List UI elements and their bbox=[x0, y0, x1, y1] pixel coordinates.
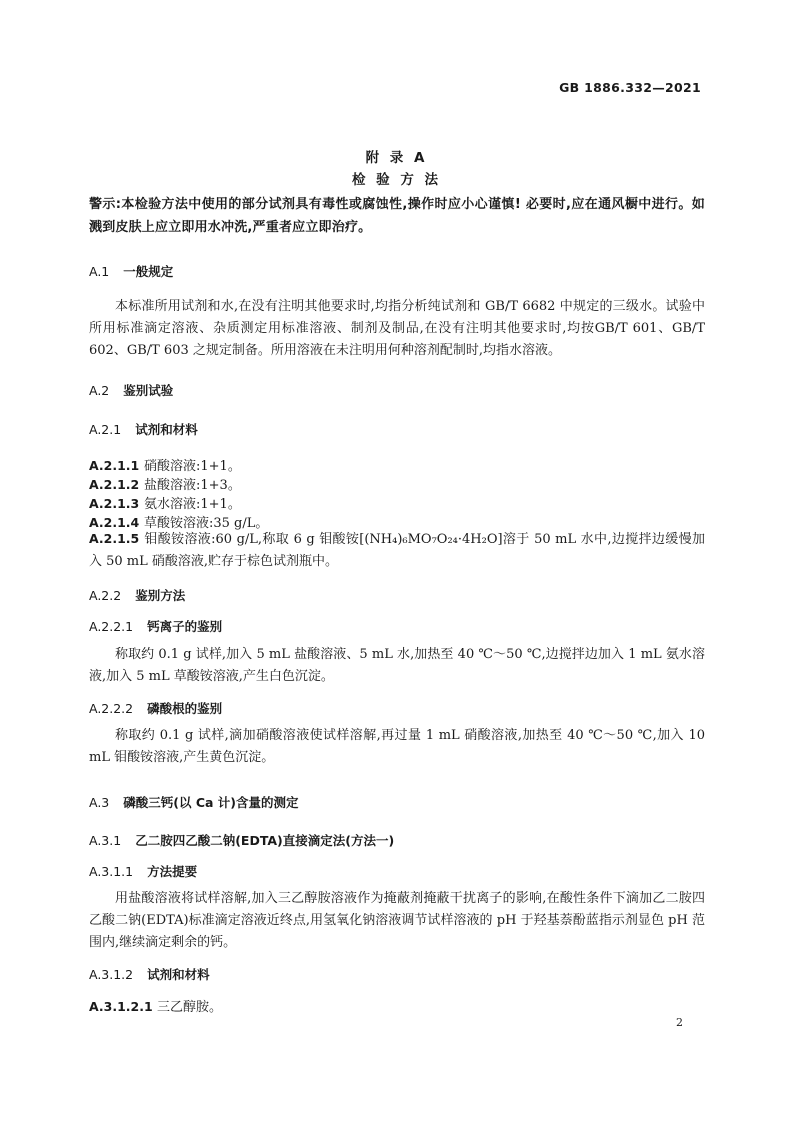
item-number: A.2.1.4 bbox=[89, 515, 140, 530]
item-number: A.2.1.5 bbox=[89, 531, 140, 546]
section-title: 鉴别方法 bbox=[135, 588, 186, 603]
section-title: 试剂和材料 bbox=[135, 422, 198, 437]
section-number: A.3.1 bbox=[89, 833, 122, 848]
paragraph-method-summary: 用盐酸溶液将试样溶解,加入三乙醇胺溶液作为掩蔽剂掩蔽干扰离子的影响,在酸性条件下滴加乙二胺四乙酸二钠(EDTA)标准滴定溶液近终点,用氢氧化钠溶液调节试样溶液的 pH 于羟基萘酚蓝指示剂显色 pH 范围内,继续滴定剩余的钙。 bbox=[89, 891, 705, 950]
appendix-subtitle: 检 验 方 法 bbox=[351, 172, 442, 188]
section-title: 磷酸根的鉴别 bbox=[147, 701, 223, 716]
section-heading-a1 bbox=[89, 262, 173, 280]
section-number: A.3 bbox=[89, 795, 110, 810]
section-number: A.2.2 bbox=[89, 588, 122, 603]
subsection-heading-a311 bbox=[89, 862, 197, 880]
paragraph-general-rules: 本标准所用试剂和水,在没有注明其他要求时,均指分析纯试剂和 GB/T 6682 中规定的三级水。试验中所用标准滴定溶液、杂质测定用标准溶液、制剂及制品,在没有注明其他要求时,均按GB/T 601、GB/T 602、GB/T 603 之规定制备。所用溶液在未注明用何种溶剂配制时,均指水溶液。 bbox=[89, 299, 705, 358]
section-number: A.2.2.2 bbox=[89, 701, 134, 716]
subsection-heading-a222 bbox=[89, 699, 222, 717]
section-number: A.2 bbox=[89, 383, 110, 398]
subsection-heading-a22 bbox=[89, 586, 185, 604]
item-text: 钼酸铵溶液:60 g/L,称取 6 g 钼酸铵[(NH₄)₆MO₇O₂₄·4H₂O]溶于 50 mL 水中,边搅拌边缓慢加入 50 mL 硝酸溶液,贮存于棕色试剂瓶中。 bbox=[89, 532, 705, 569]
paragraph-phosphate-identification: 称取约 0.1 g 试样,滴加硝酸溶液使试样溶解,再过量 1 mL 硝酸溶液,加热至 40 ℃～50 ℃,加入 10 mL 钼酸铵溶液,产生黄色沉淀。 bbox=[89, 728, 705, 765]
section-title: 乙二胺四乙酸二钠(EDTA)直接滴定法(方法一) bbox=[135, 833, 395, 848]
reagent-item bbox=[89, 474, 241, 493]
item-text: 氨水溶液:1+1。 bbox=[144, 497, 241, 512]
item-number: A.3.1.2.1 bbox=[89, 999, 153, 1014]
appendix-title: 附 录 A bbox=[365, 150, 428, 166]
item-text: 盐酸溶液:1+3。 bbox=[144, 478, 241, 493]
section-title: 试剂和材料 bbox=[147, 967, 210, 982]
section-number: A.3.1.2 bbox=[89, 967, 134, 982]
standard-number: GB 1886.332—2021 bbox=[559, 80, 701, 95]
section-title: 鉴别试验 bbox=[123, 383, 174, 398]
section-title: 钙离子的鉴别 bbox=[147, 619, 223, 634]
section-heading-a2 bbox=[89, 381, 173, 399]
section-heading-a3 bbox=[89, 793, 299, 811]
item-text: 硝酸溶液:1+1。 bbox=[144, 459, 241, 474]
item-text: 草酸铵溶液:35 g/L。 bbox=[144, 516, 269, 531]
reagent-item bbox=[89, 493, 241, 512]
page-number: 2 bbox=[676, 1016, 683, 1029]
item-text: 三乙醇胺。 bbox=[157, 1000, 223, 1015]
subsection-heading-a221 bbox=[89, 617, 222, 635]
item-number: A.2.1.3 bbox=[89, 496, 140, 511]
reagent-item bbox=[89, 455, 241, 474]
section-number: A.1 bbox=[89, 264, 110, 279]
reagent-item bbox=[89, 528, 705, 573]
subsection-heading-a312 bbox=[89, 965, 210, 983]
item-number: A.2.1.2 bbox=[89, 477, 140, 492]
section-number: A.3.1.1 bbox=[89, 864, 134, 879]
paragraph-calcium-identification: 称取约 0.1 g 试样,加入 5 mL 盐酸溶液、5 mL 水,加热至 40 ℃～50 ℃,边搅拌边加入 1 mL 氨水溶液,加入 5 mL 草酸铵溶液,产生白色沉淀。 bbox=[89, 647, 705, 684]
section-title: 一般规定 bbox=[123, 264, 174, 279]
section-title: 磷酸三钙(以 Ca 计)含量的测定 bbox=[123, 795, 299, 810]
reagent-item bbox=[89, 996, 222, 1015]
section-number: A.2.1 bbox=[89, 422, 122, 437]
subsection-heading-a31 bbox=[89, 831, 394, 849]
section-number: A.2.2.1 bbox=[89, 619, 134, 634]
item-number: A.2.1.1 bbox=[89, 458, 140, 473]
subsection-heading-a21 bbox=[89, 420, 198, 438]
section-title: 方法提要 bbox=[147, 864, 198, 879]
safety-warning: 警示:本检验方法中使用的部分试剂具有毒性或腐蚀性,操作时应小心谨慎! 必要时,应在通风橱中进行。如溅到皮肤上应立即用水冲洗,严重者应立即治疗。 bbox=[89, 197, 705, 235]
